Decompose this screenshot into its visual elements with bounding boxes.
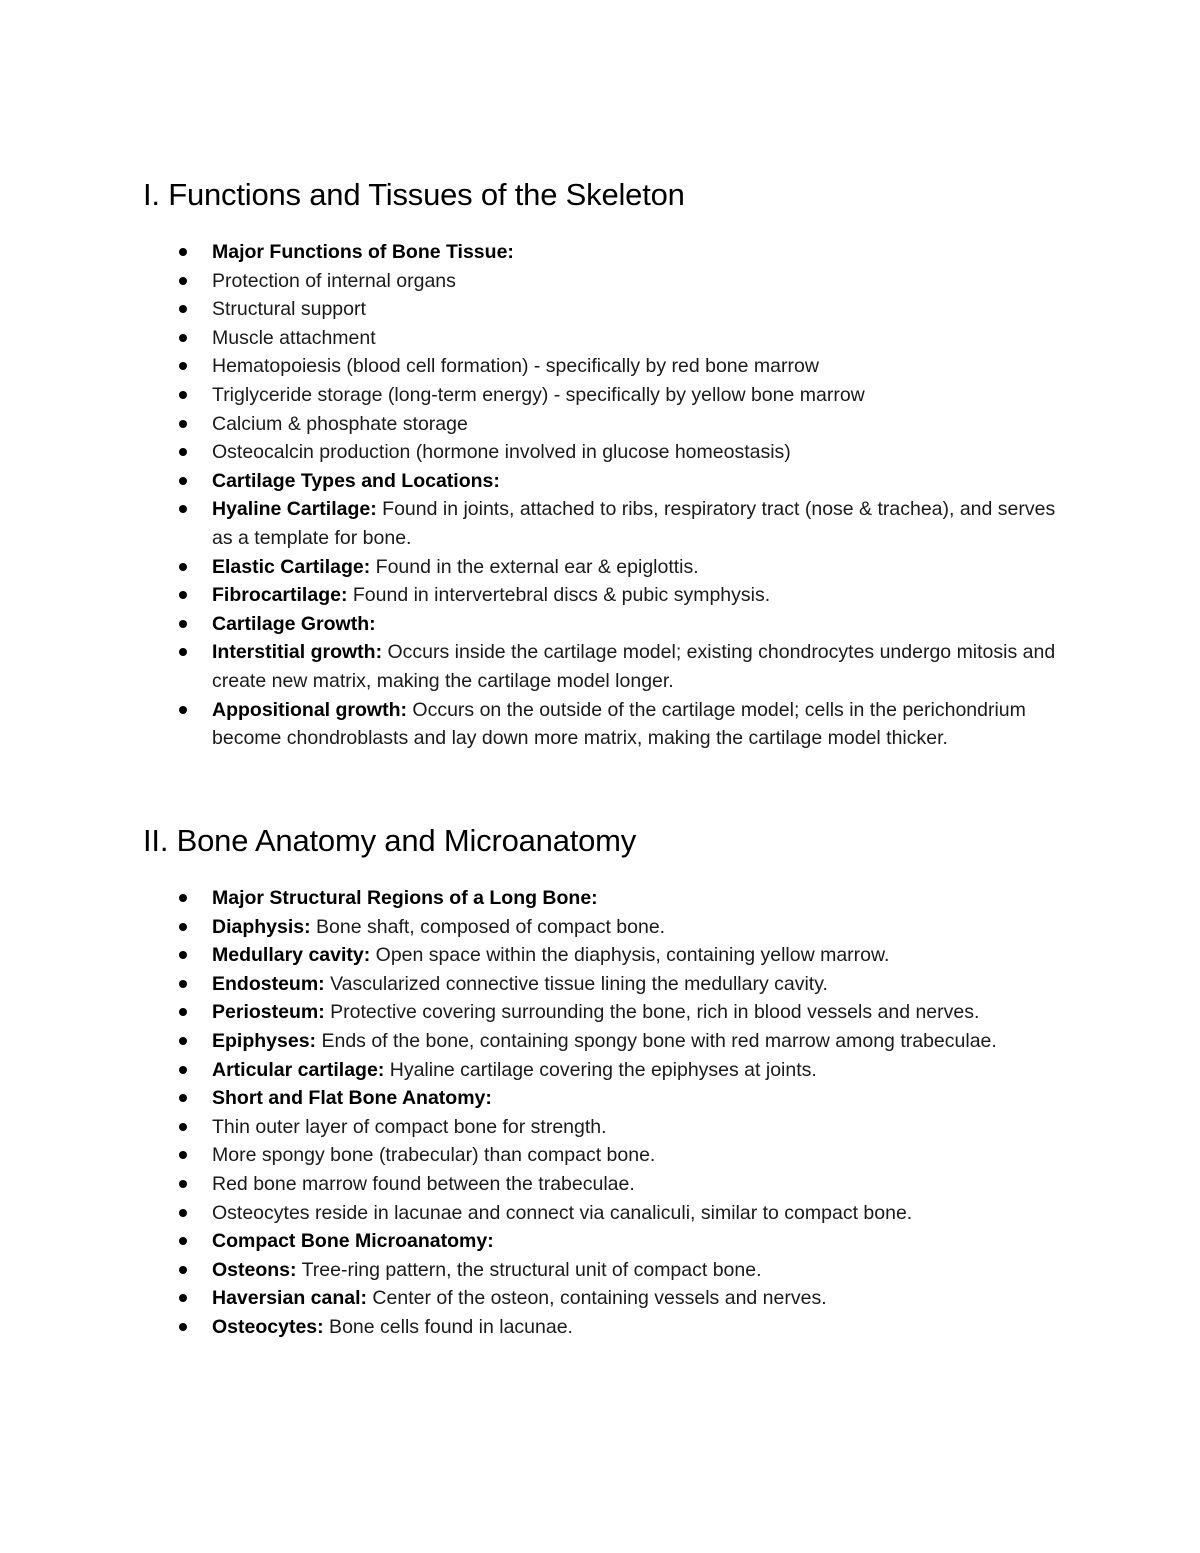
bullet-icon <box>179 1209 187 1217</box>
list-item-term: Compact Bone Microanatomy: <box>212 1230 494 1253</box>
bullet-icon <box>179 334 187 342</box>
list-item <box>143 324 1063 353</box>
list-item <box>143 884 1063 913</box>
list-item-text: Found in intervertebral discs & pubic symphysis. <box>347 584 771 607</box>
list-item-term: Periosteum: <box>212 1001 325 1024</box>
list-item-term: Hyaline Cartilage: <box>212 498 377 521</box>
list-item <box>143 1256 1063 1285</box>
bullet-icon <box>179 362 187 370</box>
bullet-list <box>143 884 1063 1342</box>
list-item-term: Appositional growth: <box>212 698 407 721</box>
list-item <box>143 1199 1063 1228</box>
list-item <box>143 696 1063 753</box>
section-functions-and-tissues <box>143 172 1063 753</box>
list-item <box>143 1313 1063 1342</box>
bullet-list <box>143 238 1063 753</box>
list-item-text: Center of the osteon, containing vessels and nerves. <box>367 1287 827 1310</box>
section-heading: II. Bone Anatomy and Microanatomy <box>143 823 637 858</box>
bullet-icon <box>179 448 187 456</box>
list-item-text: More spongy bone (trabecular) than compact bone. <box>212 1144 656 1167</box>
list-item-text: Vascularized connective tissue lining the medullary cavity. <box>324 972 828 995</box>
list-item <box>143 381 1063 410</box>
list-item-term: Articular cartilage: <box>212 1058 385 1081</box>
list-item-text: Hematopoiesis (blood cell formation) - specifically by red bone marrow <box>212 355 819 378</box>
list-item-text: Occurs on the outside of the cartilage model; cells in the perichondrium become chondroblasts and lay down more matrix, making the cartilage model thicker. <box>212 698 1026 750</box>
list-item-text: Protective covering surrounding the bone, rich in blood vessels and nerves. <box>324 1001 980 1024</box>
list-item-term: Osteocytes: <box>212 1315 324 1338</box>
bullet-icon <box>179 951 187 959</box>
list-item-term: Haversian canal: <box>212 1287 368 1310</box>
list-item-text: Osteocytes reside in lacunae and connect via canaliculi, similar to compact bone. <box>212 1201 913 1224</box>
list-item-term: Cartilage Growth: <box>212 612 376 635</box>
bullet-icon <box>179 1037 187 1045</box>
bullet-icon <box>179 1094 187 1102</box>
list-item-text: Calcium & phosphate storage <box>212 412 468 435</box>
list-item-term: Endosteum: <box>212 972 325 995</box>
list-item <box>143 1141 1063 1170</box>
list-item <box>143 467 1063 496</box>
list-item <box>143 941 1063 970</box>
bullet-icon <box>179 591 187 599</box>
list-item <box>143 238 1063 267</box>
bullet-icon <box>179 477 187 485</box>
list-item <box>143 1170 1063 1199</box>
list-item-text: Bone cells found in lacunae. <box>323 1315 573 1338</box>
bullet-icon <box>179 1294 187 1302</box>
list-item-term: Diaphysis: <box>212 915 311 938</box>
bullet-icon <box>179 1123 187 1131</box>
list-item-term: Major Structural Regions of a Long Bone: <box>212 887 598 909</box>
list-item-term: Interstitial growth: <box>212 641 383 664</box>
list-item-text: Protection of internal organs <box>212 269 456 292</box>
list-item <box>143 1113 1063 1142</box>
list-item <box>143 638 1063 695</box>
bullet-icon <box>179 706 187 714</box>
list-item-text: Triglyceride storage (long-term energy) - specifically by yellow bone marrow <box>212 383 865 406</box>
list-item-text: Red bone marrow found between the trabeculae. <box>212 1172 635 1195</box>
list-item <box>143 553 1063 582</box>
list-item-text: Occurs inside the cartilage model; existing chondrocytes undergo mitosis and create new matrix, making the cartilage model longer. <box>212 641 1056 692</box>
bullet-icon <box>179 391 187 399</box>
list-item <box>143 1084 1063 1113</box>
bullet-icon <box>179 620 187 628</box>
list-item <box>143 913 1063 942</box>
list-item-text: Open space within the diaphysis, containing yellow marrow. <box>370 944 890 967</box>
list-item-text: Ends of the bone, containing spongy bone with red marrow among trabeculae. <box>316 1029 997 1052</box>
bullet-icon <box>179 505 187 513</box>
bullet-icon <box>179 648 187 656</box>
section-bone-anatomy <box>143 818 1063 1342</box>
list-item <box>143 295 1063 324</box>
list-item-text: Osteocalcin production (hormone involved in glucose homeostasis) <box>212 441 791 464</box>
list-item <box>143 1227 1063 1256</box>
bullet-icon <box>179 1008 187 1016</box>
bullet-icon <box>179 980 187 988</box>
list-item <box>143 352 1063 381</box>
list-item <box>143 581 1063 610</box>
list-item-text: Bone shaft, composed of compact bone. <box>310 915 666 938</box>
bullet-icon <box>179 923 187 931</box>
bullet-icon <box>179 563 187 571</box>
list-item <box>143 1027 1063 1056</box>
list-item-term: Cartilage Types and Locations: <box>212 469 500 492</box>
section-heading: I. Functions and Tissues of the Skeleton <box>143 177 685 212</box>
bullet-icon <box>179 248 187 256</box>
list-item <box>143 998 1063 1027</box>
list-item-text: Structural support <box>212 298 366 321</box>
list-item <box>143 1056 1063 1085</box>
list-item-text: Found in joints, attached to ribs, respiratory tract (nose & trachea), and serves as a template for bone. <box>212 498 1056 549</box>
list-item-term: Short and Flat Bone Anatomy: <box>212 1087 492 1110</box>
bullet-icon <box>179 1237 187 1245</box>
list-item-term: Elastic Cartilage: <box>212 555 371 578</box>
bullet-icon <box>179 1066 187 1074</box>
bullet-icon <box>179 277 187 285</box>
bullet-icon <box>179 1180 187 1188</box>
list-item <box>143 495 1063 552</box>
bullet-icon <box>179 1266 187 1274</box>
bullet-icon <box>179 305 187 313</box>
list-item-term: Osteons: <box>212 1258 297 1281</box>
list-item-text: Hyaline cartilage covering the epiphyses at joints. <box>384 1058 817 1081</box>
bullet-icon <box>179 1151 187 1159</box>
bullet-icon <box>179 894 187 902</box>
list-item-text: Tree-ring pattern, the structural unit of compact bone. <box>296 1258 762 1281</box>
bullet-icon <box>179 1323 187 1331</box>
list-item <box>143 610 1063 639</box>
list-item-text: Muscle attachment <box>212 326 376 349</box>
list-item-text: Found in the external ear & epiglottis. <box>370 555 699 578</box>
list-item <box>143 438 1063 467</box>
list-item <box>143 1284 1063 1313</box>
list-item <box>143 410 1063 439</box>
list-item-term: Major Functions of Bone Tissue: <box>212 241 514 263</box>
list-item-term: Fibrocartilage: <box>212 584 348 607</box>
list-item-text: Thin outer layer of compact bone for strength. <box>212 1115 607 1138</box>
bullet-icon <box>179 420 187 428</box>
list-item-term: Medullary cavity: <box>212 944 371 967</box>
list-item-term: Epiphyses: <box>212 1029 317 1052</box>
list-item <box>143 267 1063 296</box>
list-item <box>143 970 1063 999</box>
